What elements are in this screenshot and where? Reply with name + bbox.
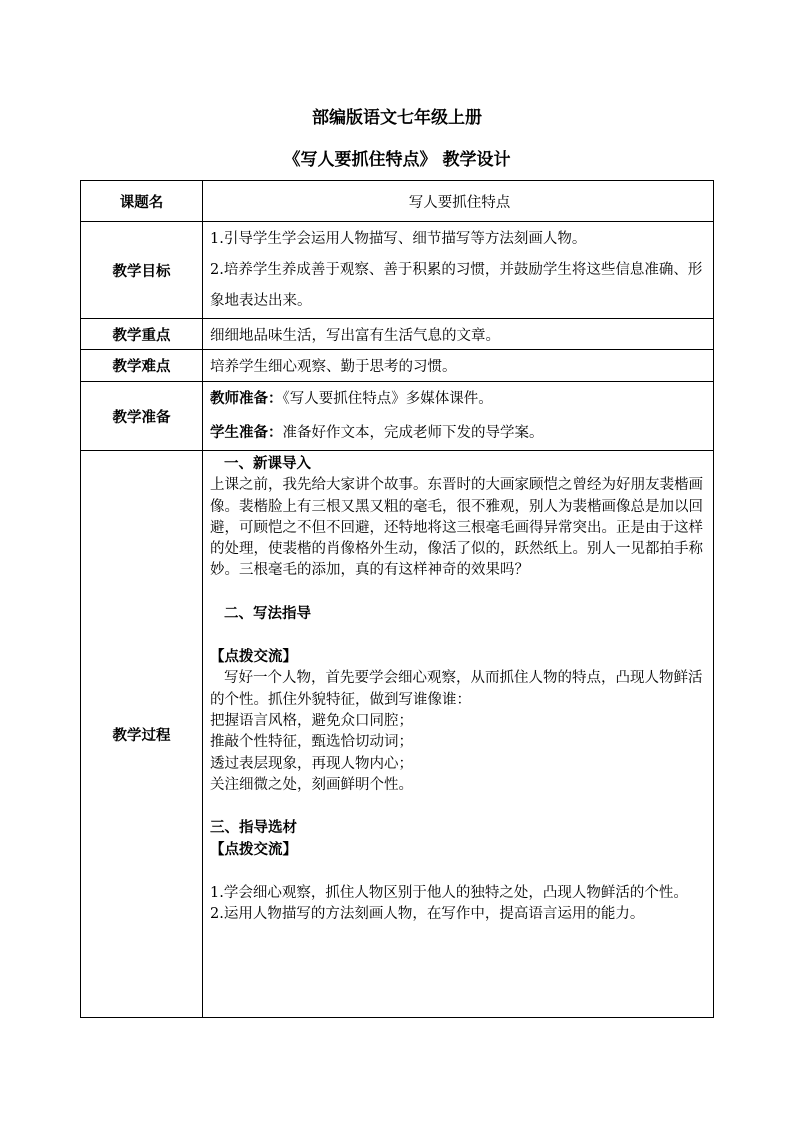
section-2-point: 推敲个性特征，甄选恰切动词； [210,734,413,751]
difficulty-value: 培养学生细心观察、勤于思考的习惯。 [203,350,714,382]
table-row-key-point [81,319,714,350]
table-row-difficulty [81,350,714,382]
difficulty-label: 教学难点 [81,350,203,382]
section-3-heading: 三、指导选材 [210,819,297,837]
section-3-subheading: 【点拨交流】 [210,841,297,859]
table-row-process [81,451,714,1018]
prep-student-label: 学生准备： [210,424,283,441]
process-label: 教学过程 [81,451,203,1018]
section-2-point: 透过表层现象，再现人物内心； [210,755,413,772]
section-3-item: 2.运用人物描写的方法刻画人物，在写作中，提高语言运用的能力。 [210,906,645,923]
section-2-heading: 二、写法指导 [224,604,311,622]
section-2-text: 写好一个人物，首先要学会细心观察，从而抓住人物的特点，凸现人物鲜活的个性。抓住外貌特征，做到写谁像谁： [210,670,703,708]
goal-item: 2.培养学生养成善于观察、善于积累的习惯，并鼓励学生将这些信息准确、形象地表达出来。 [210,261,703,309]
prep-student-value: 准备好作文本，完成老师下发的导学案。 [282,425,544,441]
section-2-subheading: 【点拨交流】 [210,648,297,666]
prep-teacher-value: 《写人要抓住特点》多媒体课件。 [282,391,493,407]
topic-label: 课题名 [81,181,203,222]
lesson-plan-table [80,180,714,1018]
document-subtitle: 《写人要抓住特点》 教学设计 [283,150,511,170]
goal-item: 1.引导学生学会运用人物描写、细节描写等方法刻画人物。 [210,230,587,247]
section-2-point: 关注细微之处，刻画鲜明个性。 [210,776,413,793]
section-3-item: 1.学会细心观察，抓住人物区别于他人的独特之处，凸现人物鲜活的个性。 [210,884,688,901]
table-row-preparation [81,382,714,451]
prep-teacher-label: 教师准备： [210,390,283,407]
prep-label: 教学准备 [81,382,203,451]
section-1-text: 上课之前，我先给大家讲个故事。东晋时的大画家顾恺之曾经为好朋友裴楷画像。裴楷脸上有三根又黑又粗的毫毛，很不雅观，别人为裴楷画像总是加以回避，可顾恺之不但不回避，还特地将这三根毫毛画得异常突出。正是由于这样的处理，使裴楷的肖像格外生动，像活了似的，跃然纸上。别人一见都拍手称妙。三根毫毛的添加，真的有这样神奇的效果吗？ [210,477,703,579]
prep-teacher [210,382,709,416]
prep-student [210,416,709,450]
goal-label: 教学目标 [81,222,203,319]
prep-cell [203,382,714,451]
document-title: 部编版语文七年级上册 [312,108,482,128]
table-row-topic [81,181,714,222]
process-cell [203,451,714,1018]
key-label: 教学重点 [81,319,203,350]
table-row-goals [81,222,714,319]
goal-cell [203,222,714,319]
key-value: 细细地品味生活，写出富有生活气息的文章。 [203,319,714,350]
topic-value: 写人要抓住特点 [203,181,714,222]
section-1-heading: 一、新课导入 [224,455,311,472]
section-2-point: 把握语言风格，避免众口同腔； [210,712,413,729]
